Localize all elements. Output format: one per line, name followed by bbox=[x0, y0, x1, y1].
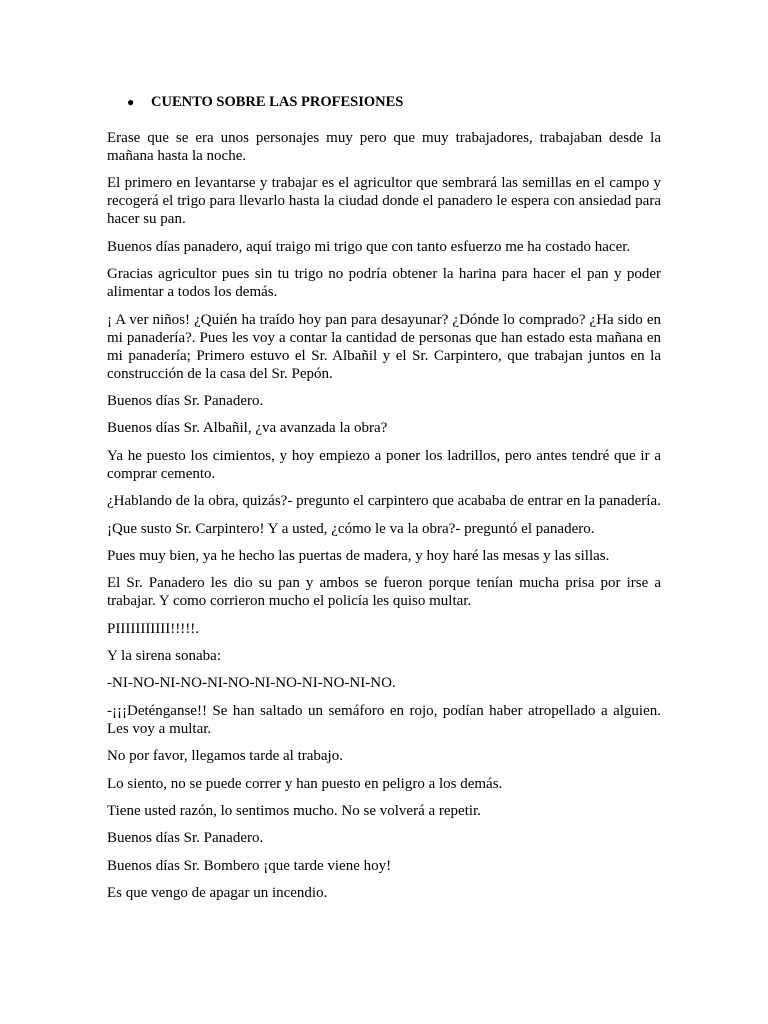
paragraph-2: El primero en levantarse y trabajar es el agricultor que sembrará las semillas en el campo y recogerá el trigo para llevarlo hasta la ciudad donde el panadero le espera con ansiedad para hacer su pan. bbox=[107, 175, 661, 228]
paragraph-18: Lo siento, no se puede correr y han puesto en peligro a los demás. bbox=[107, 775, 503, 792]
paragraph-11: Pues muy bien, ya he hecho las puertas de madera, y hoy haré las mesas y las sillas. bbox=[107, 547, 610, 564]
paragraph-4: Gracias agricultor pues sin tu trigo no podría obtener la harina para hacer el pan y poder alimentar a todos los demás. bbox=[107, 266, 661, 301]
paragraph-3: Buenos días panadero, aquí traigo mi trigo que con tanto esfuerzo me ha costado hacer. bbox=[107, 238, 631, 255]
paragraph-22: Es que vengo de apagar un incendio. bbox=[107, 885, 328, 902]
paragraph-17: No por favor, llegamos tarde al trabajo. bbox=[107, 748, 343, 765]
bullet-icon: ● bbox=[127, 95, 135, 109]
story-heading bbox=[107, 93, 661, 111]
paragraph-10: ¡Que susto Sr. Carpintero! Y a usted, ¿cómo le va la obra?- preguntó el panadero. bbox=[107, 520, 595, 537]
paragraph-8: Ya he puesto los cimientos, y hoy empiezo a poner los ladrillos, pero antes tendré que ir a comprar cemento. bbox=[107, 447, 661, 482]
paragraph-20: Buenos días Sr. Panadero. bbox=[107, 830, 264, 847]
paragraph-12: El Sr. Panadero les dio su pan y ambos se fueron porque tenían mucha prisa por irse a trabajar. Y como corrieron mucho el policía les quiso multar. bbox=[107, 575, 661, 610]
paragraph-19: Tiene usted razón, lo sentimos mucho. No se volverá a repetir. bbox=[107, 803, 481, 820]
paragraph-1: Erase que se era unos personajes muy pero que muy trabajadores, trabajaban desde la mañana hasta la noche. bbox=[107, 130, 661, 164]
paragraph-21: Buenos días Sr. Bombero ¡que tarde viene hoy! bbox=[107, 857, 392, 874]
paragraph-14: Y la sirena sonaba: bbox=[107, 648, 221, 665]
story-title: CUENTO SOBRE LAS PROFESIONES bbox=[151, 94, 404, 110]
document-page bbox=[107, 93, 661, 912]
paragraph-5: ¡ A ver niños! ¿Quién ha traído hoy pan para desayunar? ¿Dónde lo comprado? ¿Ha sido en mi panadería?. Pues les voy a contar la cantidad de personas que han estado esta mañana en mi panadería; Primero estuvo el Sr. Albañil y el Sr. Carpintero, que trabajan juntos en la construcción de la casa del Sr. Pepón. bbox=[107, 311, 661, 382]
paragraph-6: Buenos días Sr. Panadero. bbox=[107, 392, 264, 409]
paragraph-16: -¡¡¡Deténganse!! Se han saltado un semáforo en rojo, podían haber atropellado a alguien. Les voy a multar. bbox=[107, 702, 661, 737]
paragraph-15: -NI-NO-NI-NO-NI-NO-NI-NO-NI-NO-NI-NO. bbox=[107, 675, 396, 692]
paragraph-13: PIIIIIIIIIII!!!!!. bbox=[107, 620, 200, 637]
paragraph-9: ¿Hablando de la obra, quizás?- pregunto el carpintero que acababa de entrar en la panadería. bbox=[107, 493, 661, 510]
paragraph-7: Buenos días Sr. Albañil, ¿va avanzada la obra? bbox=[107, 420, 388, 437]
